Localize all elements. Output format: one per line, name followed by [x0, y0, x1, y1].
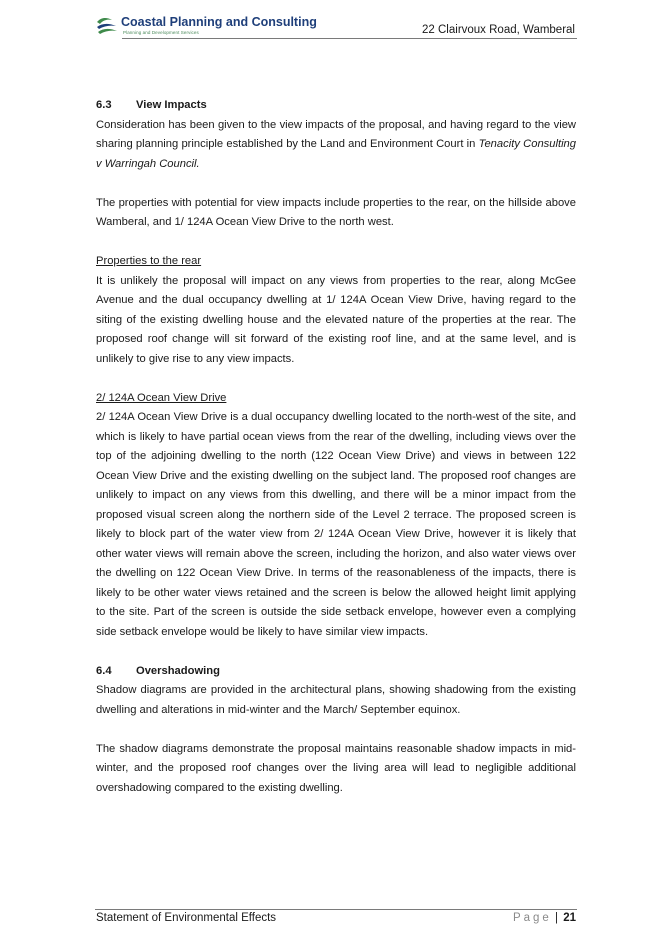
shadow-paragraph-1: Shadow diagrams are provided in the architectural plans, showing shadowing from the existing dwelling and alterations in mid-winter and the March/ September equinox.: [96, 684, 576, 716]
brand-name: Coastal Planning and Consulting: [121, 15, 317, 29]
document-title: Statement of Environmental Effects: [96, 912, 277, 924]
view-intro-text: Consideration has been given to the view impacts of the proposal, and having regard to the view sharing planning principle established by the Land and Environment Court in: [96, 118, 576, 150]
view-candidates-paragraph: The properties with potential for view impacts include properties to the rear, on the hillside above Wamberal, and 1/ 124A Ocean View Drive to the north west.: [96, 196, 576, 228]
subheading-properties-rear: Properties to the rear: [96, 255, 202, 267]
page-indicator: [513, 912, 576, 924]
shadow-paragraph-2: The shadow diagrams demonstrate the proposal maintains reasonable shadow impacts in mid-winter, and the proposed roof changes over the living area will lead to negligible additional overshadowing compared to the existing dwelling.: [96, 742, 576, 794]
section-title: View Impacts: [136, 99, 207, 111]
ocean-view-drive-paragraph: 2/ 124A Ocean View Drive is a dual occupancy dwelling located to the north-west of the site, and which is likely to have partial ocean views from the rear of the dwelling, including views over the top of the adjoining dwelling to the north (122 Ocean View Drive) and views in between 122 Ocean View Drive and the existing dwelling on the subject land. The proposed roof changes are unlikely to impact on any views from this dwelling, and there will be a minor impact from the proposed visual screen along the northern side of the Level 2 terrace. The proposed screen is likely to block part of the water view from 2/ 124A Ocean View Drive, however it is likely that other water views will remain above the screen, including the horizon, and also water views over the dwelling on 122 Ocean View Drive. In terms of the reasonableness of the impacts, there is likely to be other water views retained and the screen is below the allowed height limit applying to the site. Part of the screen is outside the side setback envelope, however even a complying side setback envelope would be likely to have similar view impacts.: [96, 411, 576, 638]
header-divider: [122, 38, 577, 39]
view-intro-paragraph: [96, 116, 576, 175]
section-title: Overshadowing: [136, 664, 220, 677]
page-label: Page: [512, 912, 552, 924]
site-address: 22 Clairvoux Road, Wamberal: [422, 24, 575, 36]
section-heading-view-impacts: [96, 96, 576, 116]
brand-tagline: Planning and Development Services: [123, 30, 199, 35]
wave-logo-icon: [95, 14, 119, 38]
page-header: [95, 14, 577, 40]
rear-properties-paragraph: It is unlikely the proposal will impact on any views from properties to the rear, along McGee Avenue and the dual occupancy dwelling at 1/ 124A Ocean View Drive, having regard to the siting of the existing dwelling house and the elevated nature of the properties at the rear. The proposed roof change will sit forward of the existing roof line, and at the same level, and is unlikely to give rise to any view impacts.: [96, 274, 576, 365]
section-number: 6.4: [96, 664, 112, 677]
page-separator: |: [555, 912, 558, 924]
page-body: [96, 96, 576, 798]
page-number: 21: [563, 912, 576, 924]
footer-divider: [95, 909, 577, 910]
section-number: 6.3: [96, 99, 112, 111]
case-citation: Tenacity Consulting v Warringah Council.: [96, 138, 577, 170]
section-heading-overshadowing: [96, 662, 576, 682]
subheading-ocean-view-drive: 2/ 124A Ocean View Drive: [96, 391, 227, 404]
